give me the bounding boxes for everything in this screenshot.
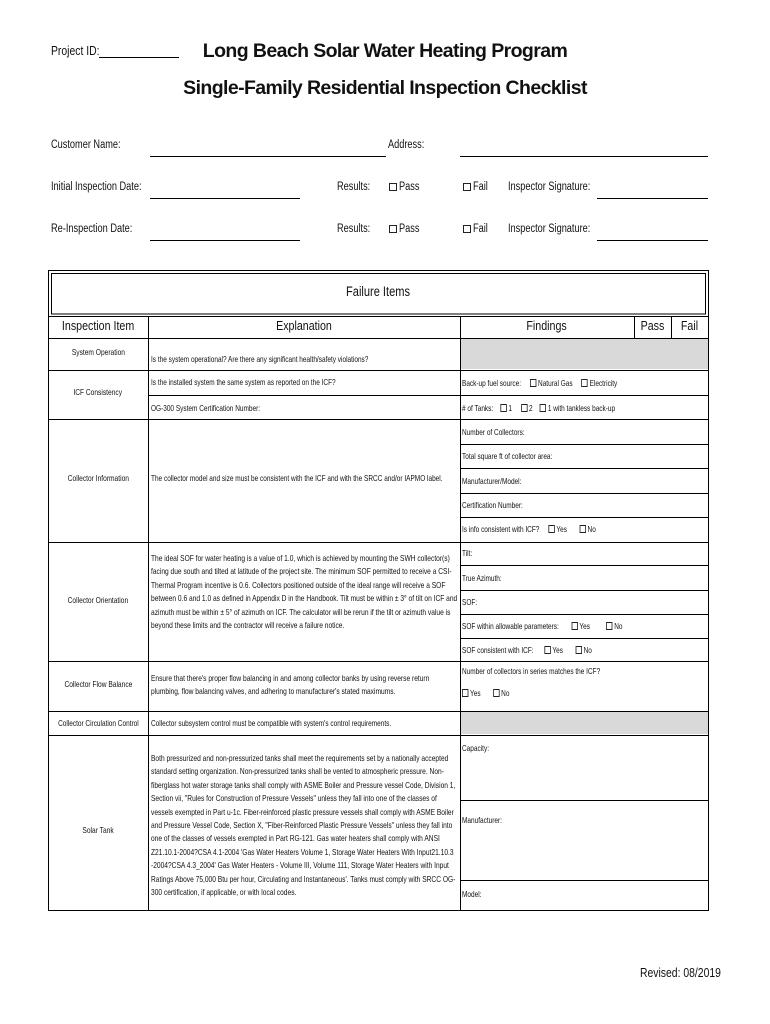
explanation-collector-orientation: The ideal SOF for water heating is a value of 1.0, which is achieved by mounting the SWH collector(s) facing due south and tilted at latitude of the project site. The minimum SOF permitted to receive a CSI-Thermal Program incentive is 0.6. Collectors positioned outside of the ideal range will receive a SOF between 0.6 and 1.0 as defined in Appendix D in the Handbook. Tilt must be within ± 3° of tilt on ICF and azimuth must be within ± 5° of azimuth on ICF. The calculator will be rerun if the tilt or azimuth value is beyond these limits and the contractor will receive a failure notice.	[151, 554, 458, 631]
fuel-natural-gas-checkbox[interactable]: Natural Gas	[530, 379, 573, 388]
item-collector-orientation: Collector Orientation	[67, 596, 129, 605]
field-info-consistent: Is info consistent with ICF? Yes No	[462, 525, 596, 534]
explanation-collector-information: The collector model and size must be consistent with the ICF and with the SRCC and/or IAPMO label.	[151, 474, 443, 483]
tanks-row: # of Tanks: 1 2 1 with tankless back-up	[462, 404, 616, 413]
col-header-inspection-item: Inspection Item	[61, 318, 135, 333]
field-sof: SOF:	[462, 598, 478, 607]
project-id-label: Project ID:	[51, 43, 100, 58]
field-capacity: Capacity:	[462, 744, 489, 753]
field-true-azimuth: True Azimuth:	[462, 574, 502, 583]
fuel-electricity-checkbox[interactable]: Electricity	[582, 379, 618, 388]
info-consistent-no-checkbox[interactable]: No	[580, 525, 596, 534]
results-label: Results:	[337, 181, 371, 193]
sof-within-no-checkbox[interactable]: No	[606, 622, 622, 631]
reinspection-date-label: Re-Inspection Date:	[51, 223, 133, 235]
field-collectors-in-series: Number of collectors in series matches the ICF?	[462, 667, 601, 676]
item-collector-circulation-control: Collector Circulation Control	[58, 719, 139, 728]
sof-consistent-no-checkbox[interactable]: No	[576, 646, 592, 655]
initial-pass-checkbox[interactable]: Pass	[389, 181, 425, 193]
item-icf-consistency: ICF Consistency	[73, 388, 123, 397]
info-consistent-yes-checkbox[interactable]: Yes	[548, 525, 567, 534]
backup-fuel-row: Back-up fuel source: Natural Gas Electricity	[462, 379, 618, 388]
field-sof-within-parameters: SOF within allowable parameters: Yes No	[462, 622, 623, 631]
tanks-tankless-checkbox[interactable]: 1 with tankless back-up	[540, 404, 615, 413]
field-tilt: Tilt:	[462, 549, 473, 558]
field-total-square-ft: Total square ft of collector area:	[462, 452, 553, 461]
col-header-findings: Findings	[526, 318, 568, 333]
item-solar-tank: Solar Tank	[82, 826, 114, 835]
explanation-solar-tank: Both pressurized and non-pressurized tanks shall meet the requirements set by a nationally accepted standard setting organization. Non-pressurized tanks shall be vented to atmospheric pressure. Non-fiberglass hot water storage tanks shall comply with ASME Boiler and Pressure vessel Code, Division 1, Section vii, "Rules for Construction of Pressure Vessels" unless they fall into one of the classes of vessels exempted in Part u-1c. Fiber-reinforced plastic pressure vessels shall comply with ASME Boiler and Pressure Vessel Code, Section X, "Fiber-Reinforced Plastic Pressure Vessels" unless they fall into one of the classes of vessels exempted in Part RG-121. Gas water heaters shall comply with ANSI Z21.10.1-2004?CSA 4.1-2004 'Gas Water Heaters Volume 1, Storage Water Heaters With Input21.10.3 -2004?CSA 4.3_2004' Gas Water Heaters - Volume III, Volume 111, Storage Water Heaters with Input Ratings Above 75,000 Btu per hour, Circulating and Instantaneous'. Tanks must comply with SRCC OG-300 certification, if applicable, or with local codes.	[151, 754, 456, 898]
address-label: Address:	[388, 139, 425, 151]
results-label-2: Results:	[337, 223, 371, 235]
sof-within-yes-checkbox[interactable]: Yes	[571, 622, 590, 631]
explanation-flow-balance: Ensure that there's proper flow balancing in and among collector banks by using reverse return plumbing, flow balancing valves, and adhering to manufacturer's stated maximums.	[151, 674, 430, 697]
col-header-pass: Pass	[640, 318, 665, 333]
field-manufacturer-model: Manufacturer/Model:	[462, 477, 522, 486]
field-model: Model:	[462, 890, 482, 899]
series-no-checkbox[interactable]: No	[493, 689, 509, 698]
explanation-system-operation: Is the system operational? Are there any significant health/safety violations?	[151, 355, 369, 364]
field-sof-consistent: SOF consistent with ICF: Yes No	[462, 646, 592, 655]
reinspection-pass-checkbox[interactable]: Pass	[389, 223, 425, 235]
explanation-icf-1: Is the installed system the same system as reported on the ICF?	[151, 378, 336, 387]
initial-inspection-date-label: Initial Inspection Date:	[51, 181, 142, 193]
item-collector-information: Collector Information	[67, 474, 129, 483]
series-yes-checkbox[interactable]: Yes	[462, 689, 481, 698]
failure-items-heading: Failure Items	[346, 284, 410, 299]
page-subtitle: Single-Family Residential Inspection Checklist	[183, 77, 587, 99]
inspector-signature-label: Inspector Signature:	[508, 181, 591, 193]
revised-date: Revised: 08/2019	[640, 965, 721, 980]
initial-fail-checkbox[interactable]: Fail	[463, 181, 492, 193]
explanation-circulation-control: Collector subsystem control must be compatible with system's control requirements.	[151, 719, 392, 728]
tanks-2-checkbox[interactable]: 2	[521, 404, 533, 413]
field-certification-number: Certification Number:	[462, 501, 523, 510]
col-header-fail: Fail	[680, 318, 699, 333]
field-manufacturer: Manufacturer:	[462, 816, 502, 825]
reinspection-fail-checkbox[interactable]: Fail	[463, 223, 492, 235]
field-number-of-collectors: Number of Collectors:	[462, 428, 525, 437]
item-collector-flow-balance: Collector Flow Balance	[64, 680, 132, 689]
inspector-signature-label-2: Inspector Signature:	[508, 223, 591, 235]
item-system-operation: System Operation	[71, 348, 125, 357]
sof-consistent-yes-checkbox[interactable]: Yes	[544, 646, 563, 655]
col-header-explanation: Explanation	[276, 318, 332, 333]
explanation-icf-2: OG-300 System Certification Number:	[151, 404, 261, 413]
customer-name-label: Customer Name:	[51, 139, 121, 151]
tanks-1-checkbox[interactable]: 1	[500, 404, 512, 413]
page-title: Long Beach Solar Water Heating Program	[202, 40, 568, 62]
flow-balance-options	[462, 688, 521, 700]
